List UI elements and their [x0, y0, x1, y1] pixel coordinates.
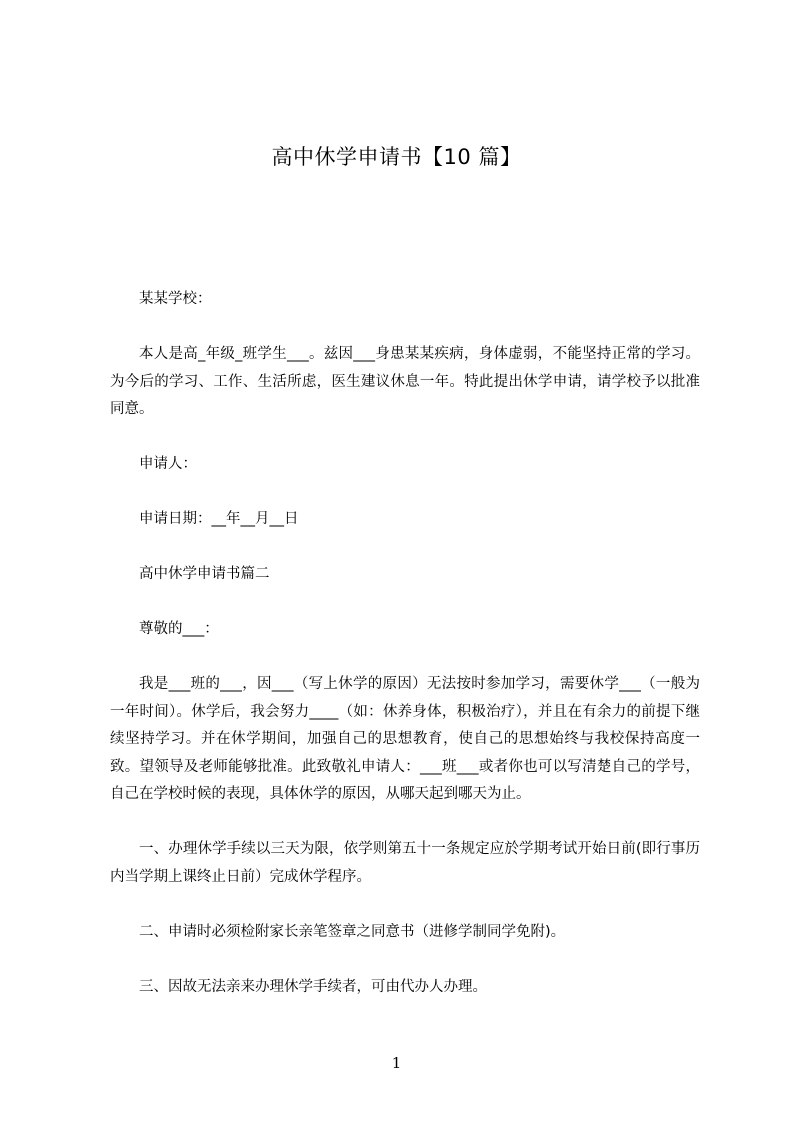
salutation-school: 某某学校：	[139, 291, 212, 307]
applicant-line: 申请人：	[139, 456, 197, 472]
rule-item-one: 一、办理休学手续以三天为限，依学则第五十一条规定应於学期考试开始日前(即行事历内当学期上课终止日前）完成休学程序。	[110, 841, 700, 885]
document-title: 高中休学申请书【10 篇】	[271, 145, 522, 169]
page-number: 1	[391, 1054, 402, 1072]
rule-item-two: 二、申请时必须检附家长亲笔签章之同意书（进修学制同学免附)。	[139, 923, 566, 940]
paragraph-part-two-body: 我是___班的___，因___（写上休学的原因）无法按时参加学习，需要休学___（一般为一年时间）。休学后，我会努力____（如：休养身体，积极治疗），并且在有余力的前提下继续坚持学习。并在休学期间，加强自己的思想教育，使自己的思想始终与我校保持高度一致。望领导及老师能够批准。此致敬礼申请人：___班___或者你也可以写清楚自己的学号，自己在学校时候的表现，具体休学的原因，从哪天起到哪天为止。	[110, 676, 700, 802]
rule-item-three: 三、因故无法亲来办理休学手续者，可由代办人办理。	[139, 978, 487, 995]
section-heading-part-two: 高中休学申请书篇二	[139, 566, 270, 582]
salutation-respected: 尊敬的___：	[139, 621, 219, 637]
document-body	[110, 286, 700, 1029]
paragraph-application-body: 本人是高_年级_班学生___。兹因___身患某某疾病，身体虚弱，不能坚持正常的学习。为今后的学习、工作、生活所虑，医生建议休息一年。特此提出休学申请，请学校予以批准同意。	[110, 346, 700, 417]
application-date-line: 申请日期：__年__月__日	[139, 511, 299, 527]
